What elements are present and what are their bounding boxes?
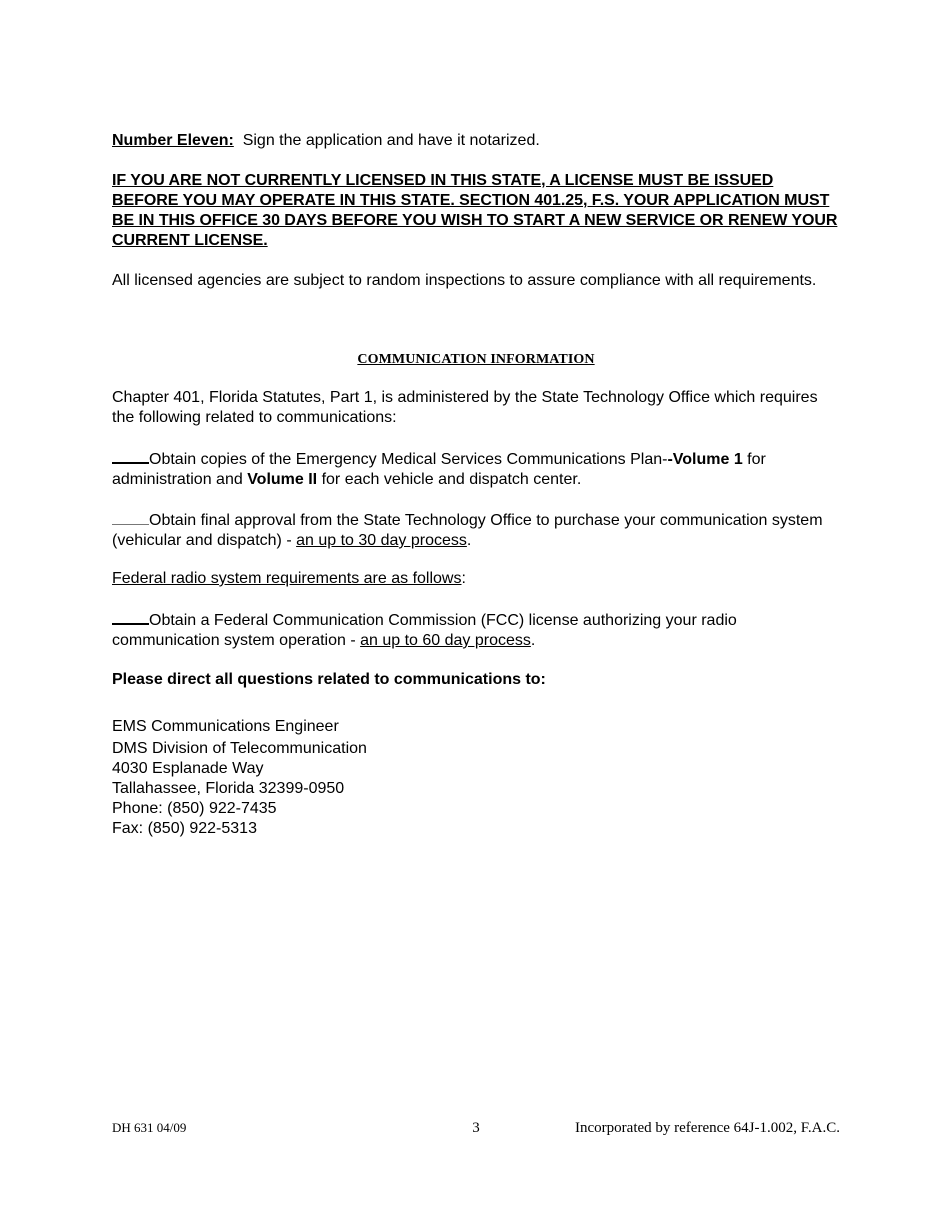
item2-duration: an up to 30 day process bbox=[296, 532, 467, 549]
item1-volume2: Volume II bbox=[247, 471, 318, 488]
address-line-1: EMS Communications Engineer bbox=[112, 718, 339, 735]
step-text: Sign the application and have it notarized. bbox=[242, 132, 540, 149]
address-line-4: Tallahassee, Florida 32399-0950 bbox=[112, 780, 345, 797]
document-body bbox=[112, 131, 840, 839]
reference-note: Incorporated by reference 64J-1.002, F.A.C. bbox=[575, 1120, 840, 1136]
item1-text-a: Obtain copies of the Emergency Medical Services Communications Plan- bbox=[149, 451, 668, 468]
item1-text-e: for each vehicle and dispatch center. bbox=[317, 471, 582, 488]
item3-period: . bbox=[530, 632, 536, 649]
item2-text-a: Obtain final approval from the State Technology Office to purchase your communication system (vehicular and dispatch) - bbox=[112, 512, 823, 549]
item3-text-a: Obtain a Federal Communication Commission (FCC) license authorizing your radio communication system operation - bbox=[112, 612, 737, 649]
form-id: DH 631 04/09 bbox=[112, 1120, 187, 1135]
address-line-2: DMS Division of Telecommunication bbox=[112, 740, 367, 757]
address-fax: Fax: (850) 922-5313 bbox=[112, 820, 257, 837]
communication-heading: COMMUNICATION INFORMATION bbox=[357, 352, 595, 367]
step-eleven bbox=[112, 131, 840, 151]
questions-directive: Please direct all questions related to communications to: bbox=[112, 671, 546, 688]
checkbox-blank bbox=[112, 609, 149, 625]
item1-text-c: for administration and bbox=[112, 451, 766, 488]
item3-duration: an up to 60 day process bbox=[360, 632, 531, 649]
federal-requirements bbox=[112, 569, 840, 589]
requirement-item-1 bbox=[112, 448, 840, 490]
address-line-3: 4030 Esplanade Way bbox=[112, 760, 264, 777]
requirement-item-3 bbox=[112, 609, 840, 651]
address-phone: Phone: (850) 922-7435 bbox=[112, 800, 277, 817]
contact-address bbox=[112, 717, 840, 839]
step-label: Number Eleven: bbox=[112, 132, 234, 149]
requirement-item-2 bbox=[112, 510, 840, 551]
inspections-note: All licensed agencies are subject to random inspections to assure compliance with all requirements. bbox=[112, 272, 817, 289]
federal-colon: : bbox=[461, 570, 466, 587]
page-number: 3 bbox=[472, 1120, 480, 1136]
item1-volume1: -Volume 1 bbox=[667, 451, 743, 468]
federal-text: Federal radio system requirements are as follows bbox=[112, 570, 462, 587]
chapter-intro: Chapter 401, Florida Statutes, Part 1, is administered by the State Technology Office which requires the following related to communications: bbox=[112, 389, 818, 426]
license-warning: IF YOU ARE NOT CURRENTLY LICENSED IN THIS STATE, A LICENSE MUST BE ISSUED BEFORE YOU MAY OPERATE IN THIS STATE. SECTION 401.25, F.S. YOUR APPLICATION MUST BE IN THIS OFFICE 30 DAYS BEFORE YOU WISH TO START A NEW SERVICE OR RENEW YOUR CURRENT LICENSE. bbox=[112, 172, 838, 249]
checkbox-blank bbox=[112, 448, 149, 464]
item2-period: . bbox=[466, 532, 472, 549]
checkbox-blank bbox=[112, 510, 149, 525]
